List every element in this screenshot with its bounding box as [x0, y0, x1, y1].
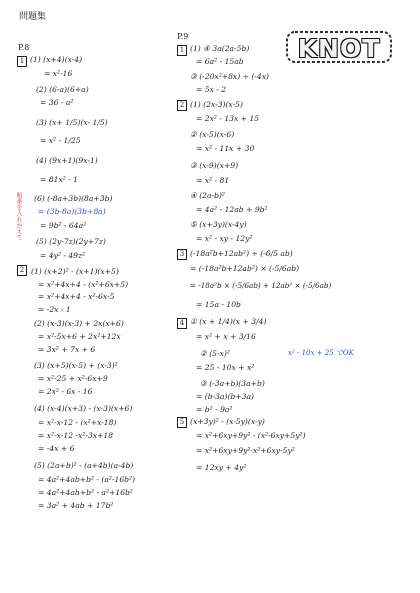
right-line: = (-18a²b+12ab²) × (-5/6ab): [190, 264, 300, 273]
left-line: = x²-25 + x²-6x+9: [38, 374, 108, 383]
left-line: = 4a²+4ab+b² - (a²-16b²): [38, 475, 136, 484]
right-line: = 25 - 10x + x²: [196, 363, 255, 372]
right-line: = 6a² - 15ab: [196, 57, 244, 66]
section-3-box-right: 3: [177, 249, 187, 260]
left-line: = x² - 1/25: [40, 136, 81, 145]
left-line: (5) (2a+b)² - (a+4b)(a-4b): [34, 461, 134, 470]
left-line: (6) (-8a+3b)(8a+3b): [34, 194, 113, 203]
right-line: = 12xy + 4y²: [196, 463, 247, 472]
left-line: = 3x² + 7x + 6: [38, 345, 96, 354]
left-line: (2) (6-a)(6+a): [36, 85, 89, 94]
left-line: (1) (x+2)² - (x+1)(x+5): [31, 267, 119, 276]
left-line: = -2x - 1: [38, 305, 71, 314]
left-line: = x²-16: [44, 69, 73, 78]
left-line: = (3b-8a)(3b+8a): [38, 207, 106, 216]
left-line: = x²-x-12 - (x²+x-18): [38, 418, 117, 427]
left-line: = 36 - a²: [40, 98, 74, 107]
left-line: (5) (2y-7z)(2y+7z): [36, 237, 106, 246]
right-line: ① (x + 1/4)(x + 3/4): [190, 317, 267, 326]
right-line: ③ (x-9)(x+9): [190, 161, 239, 170]
right-line: (-18a²b+12ab²) ÷ (-6/5 ab): [190, 249, 293, 258]
section-1-box: 1: [17, 56, 27, 67]
right-line: = b² - 9a²: [196, 405, 233, 414]
margin-note: 順番を入れかえて: [15, 192, 22, 240]
right-line: ④ (2a-b)²: [190, 191, 225, 200]
logo-text: KNOT: [297, 34, 381, 63]
left-line: (3) (x+ 1/5)(x- 1/5): [36, 118, 108, 127]
right-line: = x² - xy - 12y²: [196, 234, 253, 243]
right-line: = 5x - 2: [196, 85, 227, 94]
right-line: ③ (-20x²+8x) ÷ (-4x): [190, 72, 269, 81]
right-line: ⑤ (x+3y)(x-4y): [190, 220, 247, 229]
left-line: = 3a² + 4ab + 17b²: [38, 501, 114, 510]
left-line: = x²+4x+4 - x²-6x-5: [38, 292, 115, 301]
left-line: (4) (x-4)(x+3) - (x-3)(x+6): [34, 404, 133, 413]
left-line: = 81x² - 1: [40, 175, 78, 184]
right-line: (1) (2x-3)(x-5): [190, 100, 243, 109]
knot-logo: [285, 30, 393, 64]
section-4-box-right: 4: [177, 318, 187, 329]
page-title: 問題集: [19, 12, 47, 22]
blue-note: x² - 10x + 25 でOK: [288, 349, 354, 357]
left-line: (4) (9x+1)(9x-1): [36, 156, 98, 165]
right-line: = -18a²b × (-5/6ab) + 12ab² × (-5/6ab): [190, 281, 332, 290]
left-line: (2) (x-3)(x-3) + 2x(x+6): [34, 319, 124, 328]
right-page-number: P.9: [177, 32, 189, 41]
right-line: = 15a - 10b: [196, 300, 241, 309]
right-line: = 2x² - 13x + 15: [196, 114, 260, 123]
right-line: = x² + x + 3/16: [196, 332, 256, 341]
right-line: = 4a² - 12ab + 9b²: [196, 205, 268, 214]
left-line: = x²+4x+4 - (x²+6x+5): [38, 280, 129, 289]
right-line: = x² - 11x + 30: [196, 144, 255, 153]
right-line: ② (5-x)²: [200, 349, 230, 358]
left-line: = 9b² - 64a²: [40, 221, 87, 230]
right-line: = x² - 81: [196, 176, 230, 185]
left-line: = -4x + 6: [38, 444, 75, 453]
right-line: = (b-3a)(b+3a): [196, 392, 254, 401]
right-line: = x²+6xy+9y² - (x²-6xy+5y²): [196, 431, 306, 440]
left-line: (3) (x+5)(x-5) + (x-3)²: [34, 361, 118, 370]
right-line: ② (x-5)(x-6): [190, 130, 235, 139]
left-line: = x²-x-12 -x²-3x+18: [38, 431, 114, 440]
right-line: ③ (-3a+b)(3a+b): [200, 379, 265, 388]
section-2-box: 2: [17, 265, 27, 276]
left-page-number: P.8: [18, 43, 30, 52]
section-1-box-right: 1: [177, 45, 187, 56]
right-line: (1) ④ 3a(2a-5b): [190, 44, 250, 53]
section-2-box-right: 2: [177, 100, 187, 111]
left-line: = 4y² - 49z²: [40, 251, 86, 260]
right-line: = x²+6xy+9y²-x²+6xy-5y²: [196, 446, 295, 455]
left-line: = 2x² - 6x - 16: [38, 387, 93, 396]
right-line: (x+3y)² - (x-5y)(x-y): [190, 417, 265, 426]
section-5-box-right: 5: [177, 417, 187, 428]
left-line: (1) (x+4)(x-4): [30, 55, 83, 64]
left-line: = x²-5x+6 + 2x²+12x: [38, 332, 121, 341]
left-line: = 4a²+4ab+b² - a²+16b²: [38, 488, 133, 497]
